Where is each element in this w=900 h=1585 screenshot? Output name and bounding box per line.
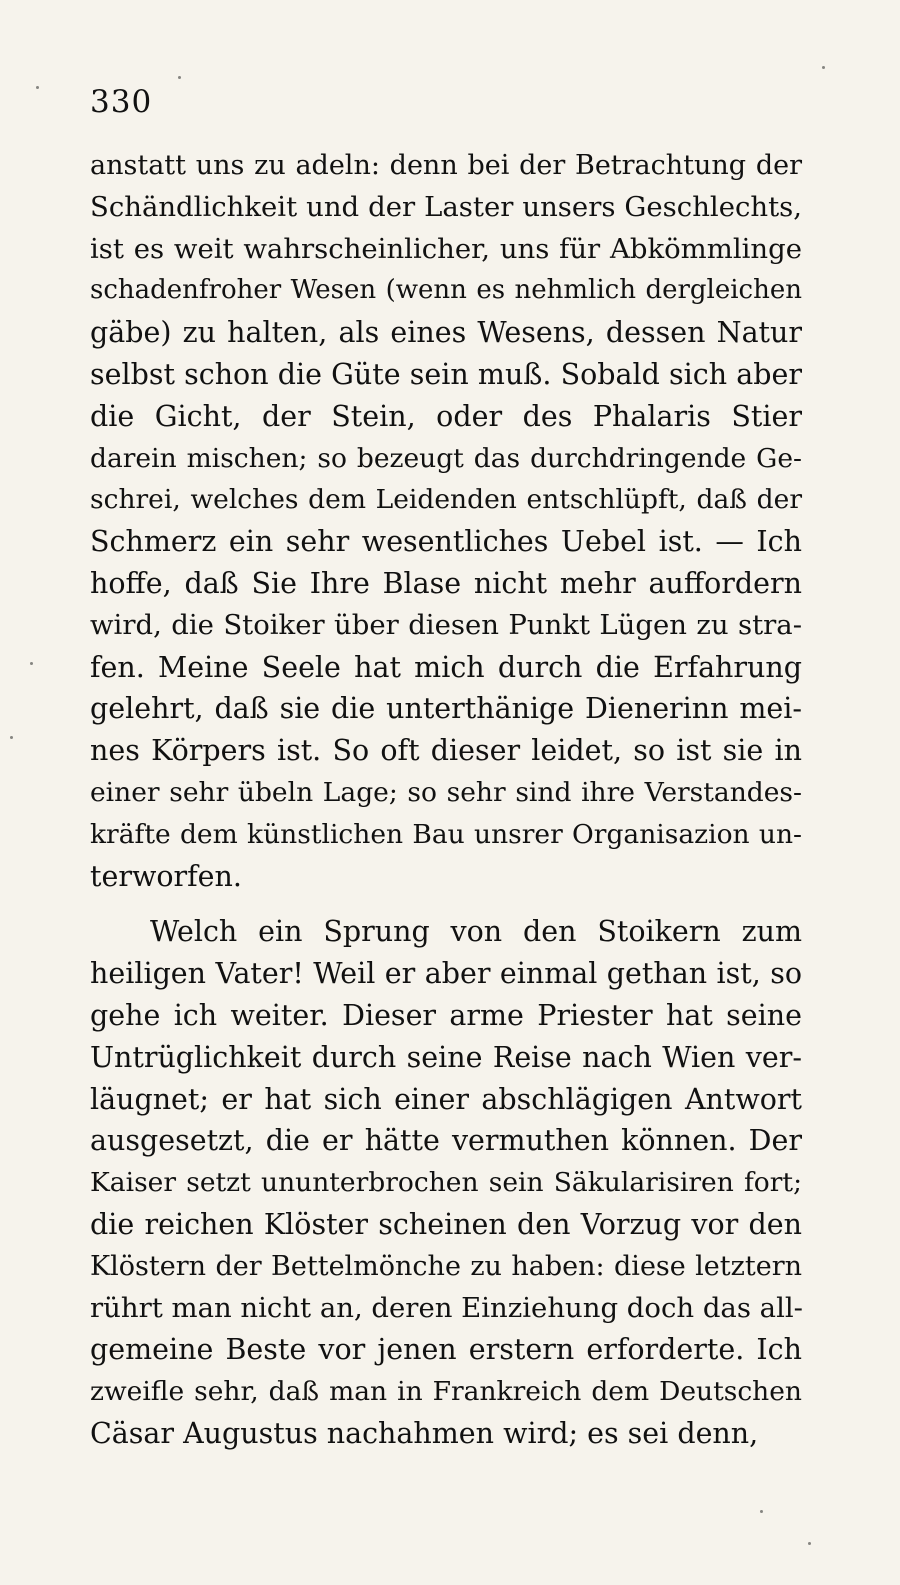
text-line: Klöstern der Bettelmönche zu haben: diese letztern — [90, 1250, 802, 1282]
paper-speck — [760, 1510, 763, 1513]
text-line: gelehrt, daß sie die unterthänige Dienerinn mei- — [90, 692, 802, 726]
text-line: selbst schon die Güte sein muß. Sobald sich aber — [90, 357, 802, 391]
paper-speck — [178, 76, 181, 79]
text-line: rührt man nicht an, deren Einziehung doch das all- — [90, 1291, 803, 1324]
text-line: nes Körpers ist. So oft dieser leidet, so ist sie in — [90, 734, 802, 768]
text-line: Untrüglichkeit durch seine Reise nach Wien ver- — [90, 1040, 802, 1074]
text-line: Cäsar Augustus nachahmen wird; es sei denn, — [90, 1416, 759, 1450]
text-line: heiligen Vater! Weil er aber einmal gethan ist, so — [90, 957, 802, 991]
text-line: terworfen. — [90, 859, 242, 893]
text-line: einer sehr übeln Lage; so sehr sind ihre Verstandes- — [90, 776, 802, 808]
text-line: die reichen Klöster scheinen den Vorzug vor den — [90, 1207, 802, 1241]
text-line: Welch ein Sprung von den Stoikern zum — [150, 915, 802, 949]
text-line: darein mischen; so bezeugt das durchdringende Ge- — [90, 442, 802, 474]
text-line: ausgesetzt, die er hätte vermuthen können. Der — [90, 1124, 802, 1158]
text-line: Schmerz ein sehr wesentliches Uebel ist. — Ich — [90, 525, 802, 559]
text-line: Kaiser setzt ununterbrochen sein Säkularisiren fort; — [90, 1167, 802, 1199]
text-line: fen. Meine Seele hat mich durch die Erfahrung — [90, 650, 802, 684]
paper-speck — [36, 86, 39, 89]
text-line: kräfte dem künstlichen Bau unsrer Organisazion un- — [90, 818, 802, 850]
paper-speck — [822, 66, 825, 69]
text-line: wird, die Stoiker über diesen Punkt Lügen zu stra- — [90, 608, 802, 641]
text-line: gäbe) zu halten, als eines Wesens, dessen Natur — [90, 316, 802, 350]
text-line: hoffe, daß Sie Ihre Blase nicht mehr auffordern — [90, 566, 802, 600]
text-line: ist es weit wahrscheinlicher, uns für Abkömmlinge — [90, 232, 802, 265]
paragraph-gap — [90, 897, 802, 911]
text-line: schadenfroher Wesen (wenn es nehmlich dergleichen — [90, 275, 802, 306]
text-line: zweifle sehr, daß man in Frankreich dem Deutschen — [90, 1376, 802, 1408]
text-line: läugnet; er hat sich einer abschlägigen Antwort — [90, 1082, 802, 1116]
text-line: gemeine Beste vor jenen erstern erforderte. Ich — [90, 1333, 802, 1367]
body-text — [90, 145, 802, 1455]
text-line: die Gicht, der Stein, oder des Phalaris Stier — [90, 399, 802, 433]
text-line: Schändlichkeit und der Laster unsers Geschlechts, — [90, 190, 802, 223]
text-line: schrei, welches dem Leidenden entschlüpft, daß der — [90, 484, 802, 516]
paper-speck — [10, 736, 13, 739]
page-number: 330 — [90, 84, 153, 120]
paragraph — [90, 145, 802, 897]
paper-speck — [30, 662, 33, 665]
paragraph — [90, 911, 802, 1454]
text-line: anstatt uns zu adeln: denn bei der Betrachtung der — [90, 150, 802, 181]
paper-speck — [808, 1542, 811, 1545]
text-line: gehe ich weiter. Dieser arme Priester hat seine — [90, 998, 802, 1032]
